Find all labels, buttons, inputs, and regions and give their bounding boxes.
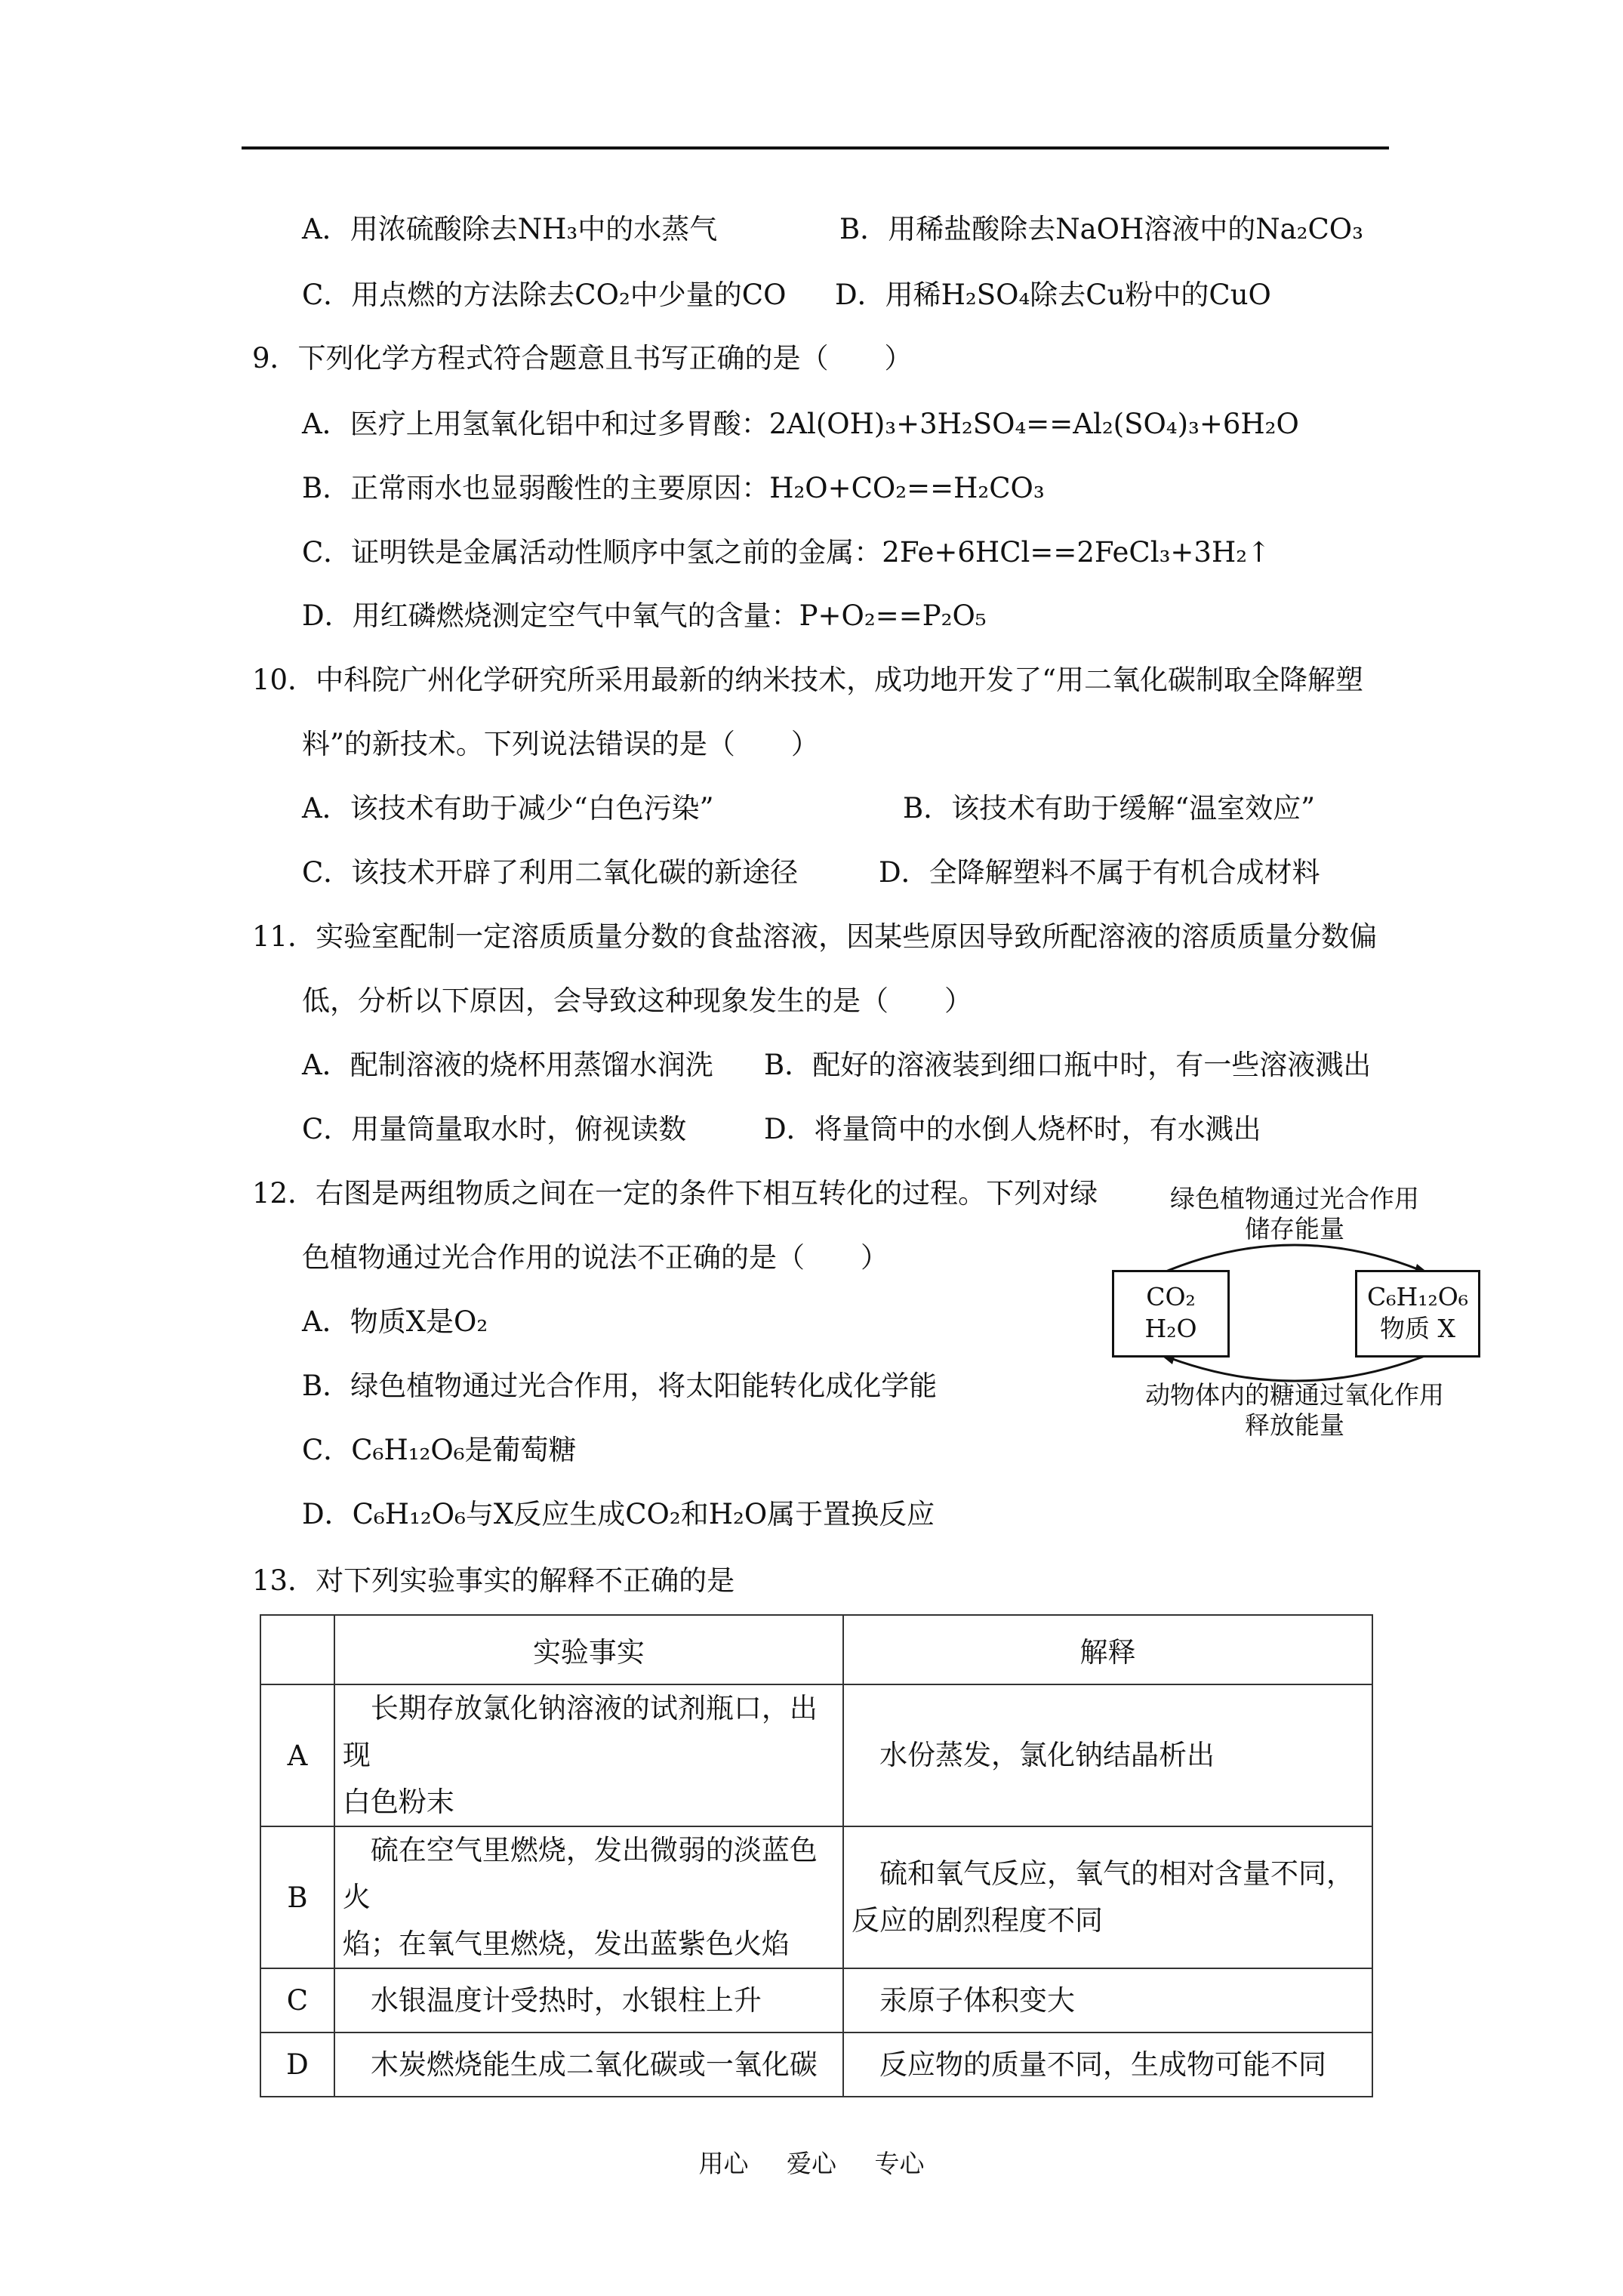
q11-option-d: D．将量筒中的水倒人烧杯时，有水溅出 [764,1113,1261,1145]
q11-option-a: A．配制溶液的烧杯用蒸馏水润洗 [302,1049,713,1081]
row-explanation: 汞原子体积变大 [843,1968,1372,2032]
q8-option-a: A．用浓硫酸除去NH₃中的水蒸气 [302,213,718,245]
row-id: B [260,1826,334,1968]
table-header-fact: 实验事实 [334,1615,843,1684]
q11-stem-line1: 11．实验室配制一定溶质质量分数的食盐溶液，因某些原因导致所配溶液的溶质质量分数偏 [252,920,1378,953]
q9-option-a: A．医疗上用氢氧化铝中和过多胃酸：2Al(OH)₃+3H₂SO₄==Al₂(SO₄)₃+6H₂O [302,408,1299,440]
q10-option-d: D．全降解塑料不属于有机合成材料 [879,856,1320,889]
table-row [260,1684,1372,1826]
header-rule [242,146,1389,149]
q10-option-b: B．该技术有助于缓解“温室效应” [903,792,1316,824]
row-fact-line1: 长期存放氯化钠溶液的试剂瓶口，出现 [342,1692,818,1771]
table-row [260,1968,1372,2032]
q12-stem-line2: 色植物通过光合作用的说法不正确的是（ ） [302,1241,888,1274]
q8-option-d: D．用稀H₂SO₄除去Cu粉中的CuO [835,279,1271,311]
q8-option-b: B．用稀盐酸除去NaOH溶液中的Na₂CO₃ [839,213,1363,245]
row-fact: 水银温度计受热时，水银柱上升 [334,1968,843,2032]
row-fact [334,1684,843,1826]
q10-option-a: A．该技术有助于减少“白色污染” [302,792,714,824]
q13-stem: 13．对下列实验事实的解释不正确的是 [252,1564,735,1597]
table-row [260,1826,1372,1968]
box-products-line2: 物质 X [1380,1314,1455,1343]
q8-option-c: C．用点燃的方法除去CO₂中少量的CO [302,279,787,311]
diagram-top-label-1: 绿色植物通过光合作用 [1170,1184,1419,1213]
diagram-bottom-label-1: 动物体内的糖通过氧化作用 [1145,1380,1444,1410]
page-footer: 用心 爱心 专心 [698,2149,925,2178]
row-fact-line1: 硫在空气里燃烧，发出微弱的淡蓝色火 [342,1834,818,1913]
table-header-row [260,1615,1372,1684]
row-explanation: 反应物的质量不同，生成物可能不同 [843,2032,1372,2097]
q10-option-c: C．该技术开辟了利用二氧化碳的新途径 [302,856,799,889]
q12-option-b: B．绿色植物通过光合作用，将太阳能转化成化学能 [302,1370,938,1402]
row-explanation [843,1684,1372,1826]
row-id: A [260,1684,334,1826]
q10-stem-line1: 10．中科院广州化学研究所采用最新的纳米技术，成功地开发了“用二氧化碳制取全降解塑 [252,664,1363,696]
box-reactants [1112,1270,1230,1358]
q12-option-a: A．物质X是O₂ [302,1305,488,1338]
row-explanation [843,1826,1372,1968]
row-explanation-line2: 反应的剧烈程度不同 [851,1904,1103,1937]
box-reactants-line2: H₂O [1144,1314,1197,1343]
conversion-diagram [1106,1178,1483,1442]
q12-option-c: C．C₆H₁₂O₆是葡萄糖 [302,1434,577,1466]
row-fact-line2: 白色粉末 [342,1786,454,1818]
row-explanation-line1: 水份蒸发，氯化钠结晶析出 [879,1739,1215,1771]
table-header-explanation: 解释 [843,1615,1372,1684]
box-products [1355,1270,1480,1358]
row-explanation-line1: 硫和氧气反应，氧气的相对含量不同， [879,1857,1354,1890]
row-fact [334,1826,843,1968]
q12-stem-line1: 12．右图是两组物质之间在一定的条件下相互转化的过程。下列对绿 [252,1177,1098,1210]
table-header-id [260,1615,334,1684]
box-reactants-line1: CO₂ [1146,1282,1196,1311]
q13-table [260,1614,1373,2097]
q9-option-b: B．正常雨水也显弱酸性的主要原因：H₂O+CO₂==H₂CO₃ [302,472,1045,504]
row-fact: 木炭燃烧能生成二氧化碳或一氧化碳 [334,2032,843,2097]
box-products-line1: C₆H₁₂O₆ [1367,1282,1468,1311]
q9-stem: 9．下列化学方程式符合题意且书写正确的是（ ） [252,342,913,374]
row-id: D [260,2032,334,2097]
row-id: C [260,1968,334,2032]
diagram-top-label-2: 储存能量 [1245,1214,1344,1244]
q11-option-c: C．用量筒量取水时，俯视读数 [302,1113,687,1145]
q9-option-d: D．用红磷燃烧测定空气中氧气的含量：P+O₂==P₂O₅ [302,599,987,632]
table-row [260,2032,1372,2097]
q12-option-d: D．C₆H₁₂O₆与X反应生成CO₂和H₂O属于置换反应 [302,1498,935,1530]
row-fact-line2: 焰；在氧气里燃烧，发出蓝紫色火焰 [342,1928,790,1960]
q11-option-b: B．配好的溶液装到细口瓶中时，有一些溶液溅出 [764,1049,1372,1081]
q10-stem-line2: 料”的新技术。下列说法错误的是（ ） [302,728,819,760]
q9-option-c: C．证明铁是金属活动性顺序中氢之前的金属：2Fe+6HCl==2FeCl₃+3H₂↑ [302,536,1271,569]
q11-stem-line2: 低，分析以下原因，会导致这种现象发生的是（ ） [302,985,972,1017]
diagram-bottom-label-2: 释放能量 [1245,1410,1344,1440]
